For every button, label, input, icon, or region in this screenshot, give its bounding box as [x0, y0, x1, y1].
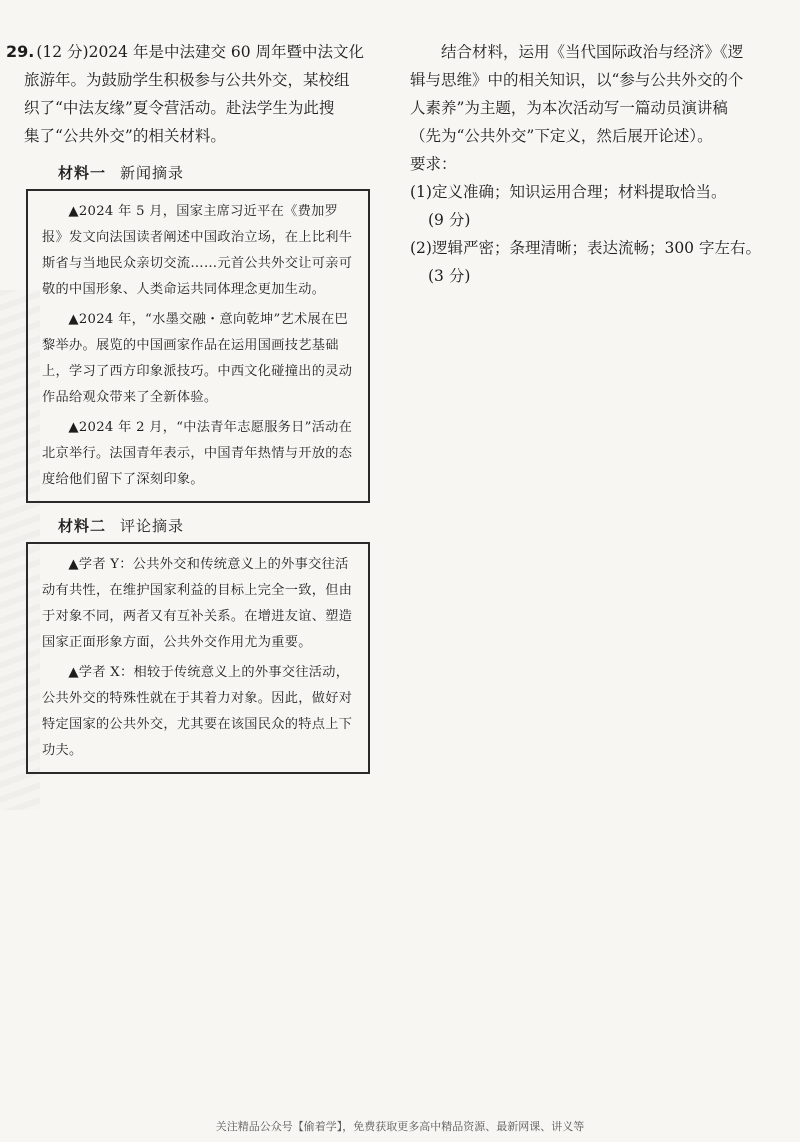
question-line-1: 29. (12 分)2024 年是中法建交 60 周年暨中法文化 [6, 42, 365, 61]
material2-box [26, 542, 370, 774]
material1-subtitle: 新闻摘录 [120, 164, 185, 182]
material1-title: 材料一 [58, 164, 107, 182]
material2-paragraph-2: ▲学者 X：相较于传统意义上的外事交往活动，公共外交的特殊性就在于其着力对象。因此，做好对特定国家的公共外交，尤其要在该国民众的特点上下功夫。 [42, 665, 353, 758]
task-line-4: （先为“公共外交”下定义，然后展开论述）。 [410, 127, 713, 145]
left-column [6, 38, 372, 774]
task-line-3: 人素养”为主题，为本次活动写一篇动员演讲稿 [410, 99, 728, 117]
material2-heading [58, 515, 372, 536]
question-number: 29. [6, 42, 35, 61]
requirement-1: (1)定义准确；知识运用合理；材料提取恰当。 [410, 183, 727, 201]
page-footer: 关注精品公众号【偷着学】，免费获取更多高中精品资源、最新网课、讲义等 [215, 1120, 585, 1133]
task-line-1: 结合材料，运用《当代国际政治与经济》《逻 [441, 43, 744, 61]
material2-paragraph-1: ▲学者 Y：公共外交和传统意义上的外事交往活动有共性，在维护国家利益的目标上完全一致，但由于对象不同，两者又有互补关系。在增进友谊、塑造国家正面形象方面，公共外交作用尤为重要。 [42, 557, 353, 650]
material2-subtitle: 评论摘录 [120, 517, 185, 535]
right-column [410, 38, 765, 290]
task-line-2: 辑与思维》中的相关知识，以“参与公共外交的个 [410, 71, 744, 89]
material1-paragraph-1: ▲2024 年 5 月，国家主席习近平在《费加罗报》发文向法国读者阐述中国政治立场，在上比利牛斯省与当地民众亲切交流……元首公共外交让可亲可敬的中国形象、人类命运共同体理念更加生动。 [42, 204, 353, 297]
requirements-label: 要求： [410, 155, 457, 173]
material2-title: 材料二 [58, 517, 107, 535]
question-line-3: 织了“中法友缘”夏令营活动。赴法学生为此搜 [24, 99, 335, 117]
material1-paragraph-3: ▲2024 年 2 月，“中法青年志愿服务日”活动在北京举行。法国青年表示，中国青年热情与开放的态度给他们留下了深刻印象。 [42, 420, 353, 487]
question-line-4: 集了“公共外交”的相关材料。 [24, 127, 226, 145]
requirement-2-score: (3 分) [428, 267, 471, 285]
material1-heading [58, 162, 372, 183]
material1-box [26, 189, 370, 503]
material1-paragraph-2: ▲2024 年，“水墨交融・意向乾坤”艺术展在巴黎举办。展览的中国画家作品在运用国画技艺基础上，学习了西方印象派技巧。中西文化碰撞出的灵动作品给观众带来了全新体验。 [42, 312, 353, 405]
question-line-2: 旅游年。为鼓励学生积极参与公共外交，某校组 [24, 71, 350, 89]
requirement-1-score: (9 分) [428, 211, 471, 229]
requirement-2: (2)逻辑严密；条理清晰；表达流畅；300 字左右。 [410, 239, 761, 257]
